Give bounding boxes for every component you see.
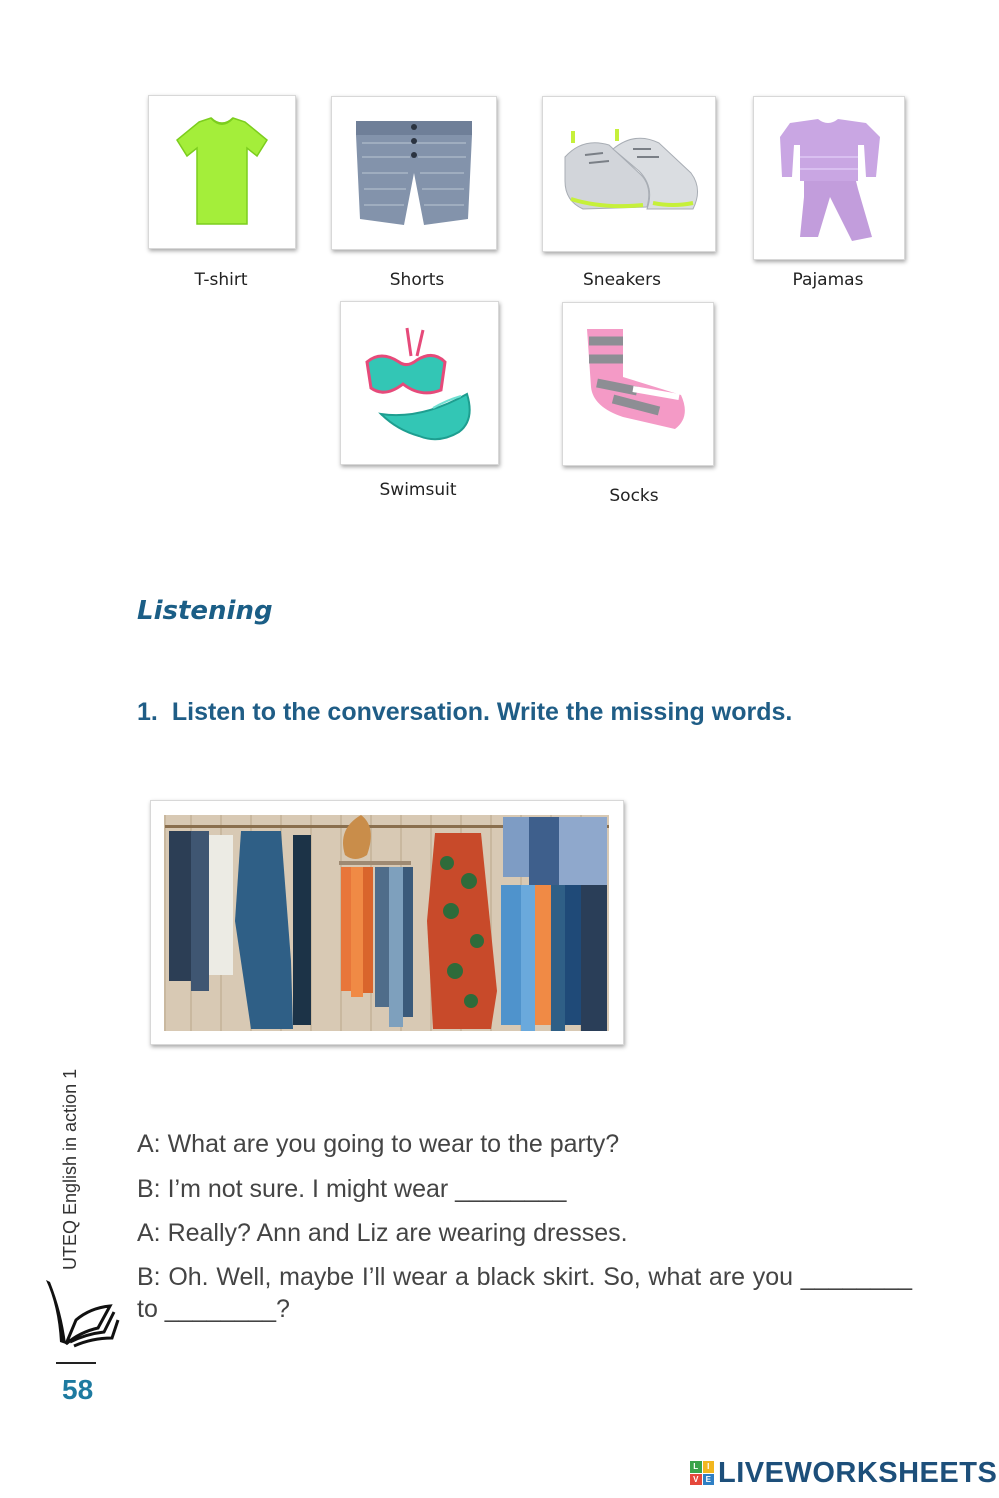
socks-card [562, 302, 714, 466]
dialog-line-1: A: What are you going to wear to the party? [137, 1130, 620, 1158]
pajamas-label: Pajamas [792, 270, 864, 290]
swimsuit-card [340, 301, 499, 465]
exercise-text: Listen to the conversation. Write the missing words. [171, 698, 793, 726]
tshirt-icon [149, 96, 295, 248]
brand-name: LIVEWORKSHEETS [718, 1456, 998, 1489]
tshirt-label: T-shirt [194, 270, 248, 290]
clothes-rack-photo [150, 800, 624, 1045]
swimsuit-icon [341, 302, 498, 464]
sneakers-label: Sneakers [583, 270, 661, 290]
exercise-number: 1. [137, 698, 158, 726]
section-title: Listening [137, 596, 273, 626]
open-book-icon [40, 1276, 120, 1350]
pajamas-icon [754, 97, 904, 259]
page-number: 58 [62, 1374, 94, 1405]
liveworksheets-logo-icon: L I V E [690, 1461, 714, 1485]
sneakers-card [542, 96, 716, 252]
socks-icon [563, 303, 713, 465]
swimsuit-label: Swimsuit [379, 480, 457, 500]
dialog-line-3: A: Really? Ann and Liz are wearing dresses. [137, 1219, 628, 1247]
liveworksheets-brand [690, 1458, 997, 1488]
page-number-rule [56, 1362, 96, 1364]
dialog-line-2: B: I’m not sure. I might wear ________ [137, 1175, 567, 1203]
pajamas-card [753, 96, 905, 260]
sneakers-icon [543, 97, 715, 251]
exercise-instruction [137, 698, 792, 727]
shorts-icon [332, 97, 496, 249]
dialog-line-4: B: Oh. Well, maybe I’ll wear a black skirt. So, what are you ________ to ________? [137, 1263, 912, 1323]
book-title-vertical: UTEQ English in action 1 [60, 1068, 80, 1270]
shorts-label: Shorts [389, 270, 445, 290]
shorts-card [331, 96, 497, 250]
tshirt-card [148, 95, 296, 249]
clothes-rack-icon [151, 801, 623, 1044]
socks-label: Socks [609, 486, 659, 506]
